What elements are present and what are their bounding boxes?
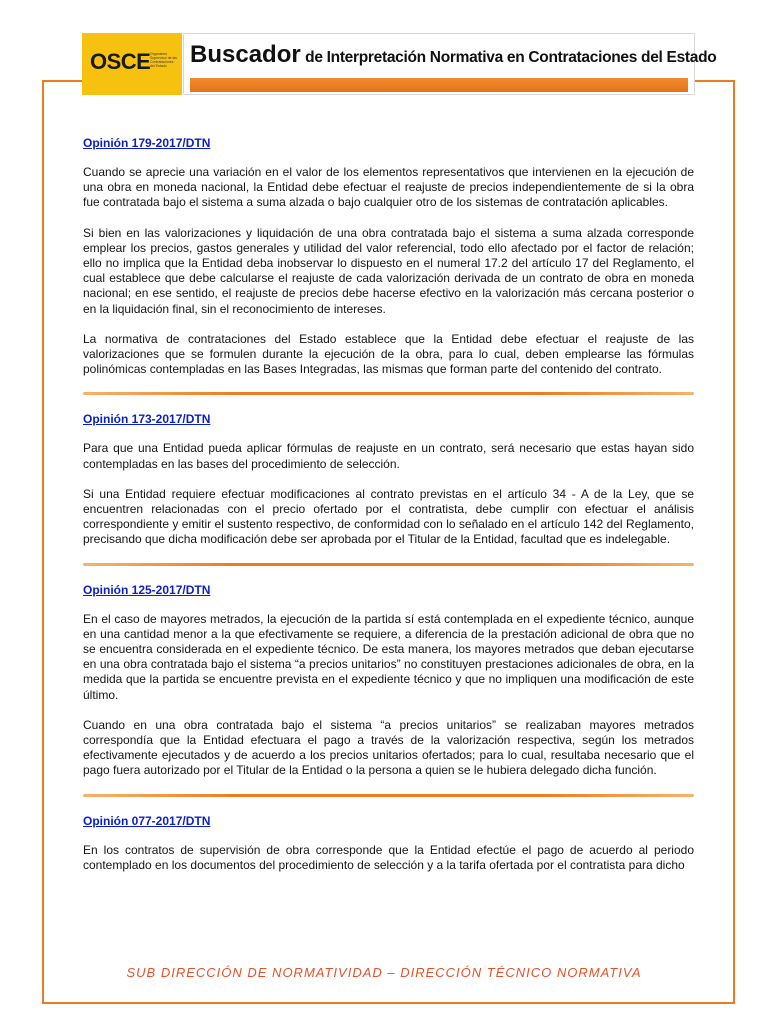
header-title-bar [183, 33, 717, 95]
title-main: Buscador [190, 41, 301, 68]
frame-top-left-segment [42, 80, 82, 82]
opinion-179-paragraph-1: Cuando se aprecie una variación en el valor de los elementos representativos que intervienen en la ejecución de una obra en moneda nacional, la Entidad debe efectuar el reajuste de precios independientemente de si la obra fue contratada bajo el sistema a suma alzada o bajo cualquier otro de los sistemas de contratación aplicables. [83, 165, 694, 210]
page-footer: SUB DIRECCIÓN DE NORMATIVIDAD – DIRECCIÓN TÉCNICO NORMATIVA [126, 965, 642, 980]
opinion-link-173[interactable]: Opinión 173-2017/DTN [83, 412, 211, 427]
opinion-125-paragraph-1: En el caso de mayores metrados, la ejecución de la partida sí está contemplada en el expediente técnico, aunque en una cantidad menor a la que efectivamente se requiere, a diferencia de la prestación adicional de obra que no se encuentra considerada en el expediente técnico. De esta manera, los mayores metrados que deban ejecutarse en una obra contratada bajo el sistema “a precios unitarios” no constituyen prestaciones adicionales de obra, en la medida que la partida se encuentre prevista en el expediente técnico y que no impliquen una modificación de este último. [83, 611, 694, 702]
opinion-link-077[interactable]: Opinión 077-2017/DTN [83, 813, 211, 828]
logo-text: OSCE [90, 49, 151, 74]
title-rest: de Interpretación Normativa en Contrataciones del Estado [305, 49, 717, 66]
title-orange-band [190, 78, 688, 92]
opinion-link-179[interactable]: Opinión 179-2017/DTN [83, 136, 211, 150]
section-divider [83, 392, 694, 395]
opinion-173-paragraph-2: Si una Entidad requiere efectuar modificaciones al contrato previstas en el artículo 34 - A de la Ley, que se encuentren relacionadas con el precio ofertado por el contratista, debe cumplir con efectuar el análisis correspondiente y emitir el sustento respectivo, de conformidad con lo señalado en el artículo 142 del Reglamento, precisando que dicha modificación debe ser aprobada por el Titular de la Entidad, facultad que es indelegable. [83, 486, 694, 547]
opinion-179-paragraph-3: La normativa de contrataciones del Estado establece que la Entidad debe efectuar el reajuste de las valorizaciones que se formulen durante la ejecución de la obra, para lo cual, deben emplearse las fórmulas polinómicas contempladas en las Bases Integradas, las mismas que forman parte del contenido del contrato. [83, 331, 694, 377]
frame-top-right-segment [692, 80, 735, 82]
main-content [83, 136, 694, 888]
page-title [190, 41, 716, 69]
opinion-179-paragraph-2: Si bien en las valorizaciones y liquidación de una obra contratada bajo el sistema a suma alzada corresponde emplear los precios, gastos generales y utilidad del valor referencial, todo ello afectado por el factor de relación; ello no implica que la Entidad deba inobservar lo dispuesto en el numeral 17.2 del artículo 17 del Reglamento, el cual establece que debe calcularse el reajuste de cada valorización derivada de un contrato de obra en moneda nacional; en ese sentido, el reajuste de precios debe hacerse efectivo en la valorización más cercana posterior o en la liquidación final, sin el reconocimiento de intereses. [83, 225, 694, 316]
logo-subtext: Organismo Supervisor de las Contrataciones del Estado [150, 52, 178, 68]
opinion-077-paragraph-1: En los contratos de supervisión de obra corresponde que la Entidad efectúe el pago de acuerdo al periodo contemplado en los documentos del procedimiento de selección y a la tarifa ofertada por el contratista para dicho [83, 842, 694, 872]
osce-logo [82, 33, 182, 95]
section-divider [83, 563, 694, 566]
opinion-125-paragraph-2: Cuando en una obra contratada bajo el sistema “a precios unitarios” se realizaban mayores metrados correspondía que la Entidad efectuara el pago a través de la valorización respectiva, según los metrados efectivamente ejecutados y de acuerdo a los precios unitarios ofertados; para lo cual, resultaba necesario que el pago fuera autorizado por el Titular de la Entidad o la persona a quien se le hubiera delegado dicha función. [83, 717, 694, 778]
section-divider [83, 794, 694, 797]
opinion-link-125[interactable]: Opinión 125-2017/DTN [83, 582, 211, 597]
opinion-173-paragraph-1: Para que una Entidad pueda aplicar fórmulas de reajuste en un contrato, será necesario que estas hayan sido contempladas en las bases del procedimiento de selección. [83, 441, 694, 471]
